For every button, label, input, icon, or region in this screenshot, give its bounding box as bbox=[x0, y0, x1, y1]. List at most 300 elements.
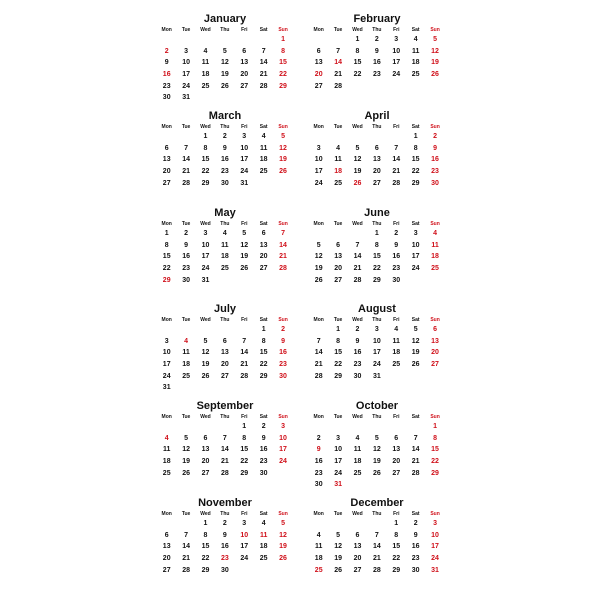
day-cell bbox=[196, 421, 215, 433]
day-cell bbox=[406, 275, 425, 287]
day-cell: 28 bbox=[372, 566, 381, 574]
day-cell: 13 bbox=[240, 59, 249, 67]
weekday-label: Fri bbox=[393, 221, 400, 227]
day-cell bbox=[235, 92, 254, 104]
day-cell: 29 bbox=[372, 276, 381, 284]
day-cell: 9 bbox=[433, 144, 437, 152]
day-cell: 13 bbox=[372, 156, 381, 164]
day-cell: 26 bbox=[353, 179, 362, 187]
day-cell: 8 bbox=[281, 47, 285, 55]
day-cell bbox=[367, 131, 386, 143]
day-cell bbox=[157, 518, 176, 530]
week-row bbox=[157, 421, 293, 433]
week-row bbox=[157, 553, 293, 565]
day-cell: 24 bbox=[182, 82, 190, 90]
day-cell: 10 bbox=[314, 156, 323, 164]
day-cell: 15 bbox=[431, 446, 439, 454]
day-cell bbox=[309, 34, 328, 46]
day-cell: 19 bbox=[431, 59, 439, 67]
week-row bbox=[157, 565, 293, 577]
day-cell: 11 bbox=[431, 241, 439, 249]
day-cell: 18 bbox=[353, 458, 362, 466]
day-cell: 25 bbox=[259, 168, 268, 176]
weekday-label: Wed bbox=[200, 414, 211, 420]
day-cell: 17 bbox=[279, 446, 287, 454]
day-cell bbox=[215, 275, 234, 287]
week-row bbox=[157, 382, 293, 394]
day-cell: 13 bbox=[334, 253, 342, 261]
day-cell: 19 bbox=[279, 543, 287, 551]
weekday-label: Thu bbox=[220, 221, 230, 227]
day-cell: 12 bbox=[201, 349, 210, 357]
week-row bbox=[309, 275, 445, 287]
day-cell: 29 bbox=[411, 179, 420, 187]
day-cell bbox=[348, 131, 367, 143]
day-cell bbox=[196, 382, 215, 394]
day-cell: 15 bbox=[279, 59, 287, 67]
week-row bbox=[309, 81, 445, 93]
day-cell: 18 bbox=[220, 253, 229, 261]
day-cell bbox=[157, 324, 176, 336]
day-cell: 15 bbox=[162, 253, 171, 261]
day-cell bbox=[196, 34, 215, 46]
day-cell: 17 bbox=[314, 168, 323, 176]
week-row bbox=[157, 324, 293, 336]
day-cell bbox=[387, 421, 406, 433]
weekday-label: Thu bbox=[372, 414, 382, 420]
weekday-label: Sun bbox=[278, 511, 288, 517]
day-cell: 24 bbox=[392, 71, 401, 79]
weekday-label: Fri bbox=[393, 27, 400, 33]
day-cell bbox=[425, 371, 444, 383]
day-cell bbox=[348, 479, 367, 491]
day-cell: 3 bbox=[413, 230, 418, 237]
day-cell: 18 bbox=[431, 253, 439, 261]
day-cell: 16 bbox=[411, 543, 420, 551]
weekday-label: Wed bbox=[200, 317, 211, 323]
weekday-label: Sun bbox=[430, 27, 440, 33]
day-cell: 20 bbox=[314, 71, 323, 79]
day-cell: 20 bbox=[162, 168, 171, 176]
weekday-label: Sat bbox=[411, 511, 420, 517]
month-october bbox=[309, 399, 445, 491]
month-title: October bbox=[355, 400, 399, 412]
day-cell bbox=[328, 228, 347, 240]
day-cell: 22 bbox=[201, 555, 210, 563]
day-cell bbox=[387, 81, 406, 93]
day-cell: 13 bbox=[353, 543, 362, 551]
week-row bbox=[309, 336, 445, 348]
day-cell: 6 bbox=[394, 434, 399, 442]
day-cell: 10 bbox=[334, 446, 342, 454]
day-cell: 4 bbox=[394, 326, 399, 333]
weekday-label: Sun bbox=[278, 317, 288, 323]
day-cell: 6 bbox=[316, 47, 321, 55]
week-row bbox=[157, 359, 293, 371]
day-cell: 2 bbox=[222, 133, 227, 140]
day-cell: 1 bbox=[336, 326, 341, 333]
weekday-label: Tue bbox=[181, 511, 191, 517]
weekday-label: Thu bbox=[220, 511, 230, 517]
weekday-label: Tue bbox=[181, 317, 191, 323]
day-cell bbox=[309, 421, 328, 433]
day-cell: 31 bbox=[182, 94, 190, 102]
day-cell: 4 bbox=[355, 434, 360, 442]
day-cell: 13 bbox=[201, 446, 210, 454]
day-cell: 29 bbox=[201, 566, 210, 574]
day-cell: 11 bbox=[162, 446, 171, 454]
day-cell: 6 bbox=[336, 241, 341, 249]
day-cell: 13 bbox=[431, 337, 439, 345]
day-cell bbox=[273, 565, 292, 577]
day-cell: 9 bbox=[316, 446, 321, 454]
week-row bbox=[157, 541, 293, 553]
weekday-header bbox=[157, 317, 293, 324]
day-cell: 16 bbox=[353, 349, 362, 357]
day-cell: 12 bbox=[353, 156, 362, 164]
day-cell: 29 bbox=[240, 469, 249, 477]
week-row bbox=[309, 541, 445, 553]
day-cell: 7 bbox=[374, 531, 379, 539]
day-cell: 31 bbox=[162, 384, 171, 392]
weekday-label: Wed bbox=[352, 511, 363, 517]
day-cell: 25 bbox=[162, 469, 171, 477]
day-cell: 12 bbox=[182, 446, 190, 454]
day-cell: 22 bbox=[353, 71, 362, 79]
day-cell bbox=[348, 81, 367, 93]
day-cell: 27 bbox=[334, 276, 342, 284]
day-cell bbox=[176, 131, 195, 143]
day-cell: 25 bbox=[259, 555, 268, 563]
day-cell: 9 bbox=[394, 241, 399, 249]
week-row bbox=[157, 371, 293, 383]
day-cell: 21 bbox=[353, 265, 362, 273]
day-cell bbox=[215, 421, 234, 433]
month-title: May bbox=[214, 207, 236, 219]
day-cell: 15 bbox=[411, 156, 420, 164]
day-cell: 25 bbox=[220, 265, 229, 273]
week-row bbox=[309, 228, 445, 240]
day-cell: 7 bbox=[336, 47, 341, 55]
weekday-label: Sat bbox=[411, 414, 420, 420]
day-cell: 18 bbox=[314, 555, 323, 563]
day-cell: 27 bbox=[162, 566, 171, 574]
day-cell: 14 bbox=[372, 543, 381, 551]
day-cell: 18 bbox=[259, 543, 268, 551]
day-cell bbox=[425, 81, 444, 93]
day-cell: 12 bbox=[220, 59, 229, 67]
week-row bbox=[157, 166, 293, 178]
day-cell: 18 bbox=[201, 71, 210, 79]
day-cell: 17 bbox=[240, 156, 249, 164]
weekday-label: Wed bbox=[200, 511, 211, 517]
day-cell: 28 bbox=[259, 82, 268, 90]
weekday-label: Sun bbox=[278, 124, 288, 130]
day-cell: 27 bbox=[259, 265, 268, 273]
day-cell: 28 bbox=[353, 276, 362, 284]
day-cell: 23 bbox=[411, 555, 420, 563]
day-cell: 18 bbox=[162, 458, 171, 466]
day-cell: 5 bbox=[222, 47, 227, 55]
day-cell: 13 bbox=[162, 156, 171, 164]
weekday-label: Sun bbox=[278, 27, 288, 33]
day-cell: 9 bbox=[281, 337, 285, 345]
day-cell: 31 bbox=[201, 276, 210, 284]
day-cell bbox=[367, 518, 386, 530]
day-cell: 12 bbox=[431, 47, 439, 55]
day-cell: 4 bbox=[433, 230, 437, 237]
day-cell: 20 bbox=[431, 349, 439, 357]
day-cell: 27 bbox=[372, 179, 381, 187]
day-cell: 19 bbox=[411, 349, 420, 357]
day-cell: 2 bbox=[261, 423, 266, 430]
day-cell: 30 bbox=[411, 566, 420, 574]
day-cell: 23 bbox=[279, 361, 287, 369]
day-cell: 2 bbox=[222, 520, 227, 527]
day-cell: 2 bbox=[281, 326, 285, 333]
day-cell: 9 bbox=[222, 144, 227, 152]
month-july bbox=[157, 302, 293, 394]
day-cell: 11 bbox=[259, 531, 268, 539]
day-cell: 6 bbox=[164, 531, 169, 539]
day-cell: 19 bbox=[372, 458, 381, 466]
weekday-header bbox=[309, 414, 445, 421]
day-cell: 21 bbox=[259, 71, 268, 79]
week-row bbox=[309, 421, 445, 433]
day-cell: 10 bbox=[392, 47, 401, 55]
week-row bbox=[309, 131, 445, 143]
week-row bbox=[157, 251, 293, 263]
day-cell bbox=[254, 34, 273, 46]
day-cell: 18 bbox=[259, 156, 268, 164]
day-cell: 30 bbox=[314, 481, 323, 489]
day-cell: 17 bbox=[182, 71, 190, 79]
month-title: September bbox=[196, 400, 254, 412]
day-cell: 6 bbox=[433, 326, 437, 333]
day-cell: 2 bbox=[164, 47, 169, 55]
day-cell: 30 bbox=[392, 276, 401, 284]
day-cell: 12 bbox=[279, 144, 287, 152]
day-cell: 5 bbox=[281, 520, 285, 527]
day-cell: 22 bbox=[431, 458, 439, 466]
day-cell bbox=[176, 324, 195, 336]
day-cell bbox=[176, 518, 195, 530]
day-cell: 4 bbox=[261, 520, 266, 527]
day-cell: 17 bbox=[201, 253, 210, 261]
day-cell: 10 bbox=[279, 434, 287, 442]
day-cell: 10 bbox=[411, 241, 420, 249]
day-cell: 3 bbox=[433, 520, 437, 527]
day-cell bbox=[235, 382, 254, 394]
day-cell: 24 bbox=[279, 458, 287, 466]
week-row bbox=[309, 456, 445, 468]
weekday-label: Thu bbox=[372, 511, 382, 517]
day-cell: 16 bbox=[279, 349, 287, 357]
day-cell: 13 bbox=[162, 543, 171, 551]
day-cell: 23 bbox=[431, 168, 439, 176]
day-cell: 12 bbox=[411, 337, 420, 345]
day-cell: 3 bbox=[242, 133, 247, 140]
day-cell: 21 bbox=[372, 555, 381, 563]
day-cell: 19 bbox=[182, 458, 190, 466]
weekday-label: Mon bbox=[313, 124, 324, 130]
day-cell: 4 bbox=[413, 36, 418, 43]
weekday-label: Wed bbox=[352, 317, 363, 323]
week-row bbox=[309, 371, 445, 383]
weekday-label: Fri bbox=[241, 317, 248, 323]
day-cell: 7 bbox=[261, 47, 266, 55]
week-row bbox=[157, 240, 293, 252]
day-cell: 22 bbox=[162, 265, 171, 273]
weekday-label: Sun bbox=[430, 221, 440, 227]
day-cell: 15 bbox=[372, 253, 381, 261]
weekday-label: Sat bbox=[259, 511, 268, 517]
day-cell: 1 bbox=[203, 133, 208, 140]
day-cell bbox=[254, 275, 273, 287]
day-cell bbox=[406, 81, 425, 93]
day-cell: 30 bbox=[182, 276, 190, 284]
week-row bbox=[309, 69, 445, 81]
day-cell: 16 bbox=[372, 59, 381, 67]
day-cell: 29 bbox=[201, 179, 210, 187]
day-cell: 5 bbox=[281, 133, 285, 140]
month-april bbox=[309, 109, 445, 189]
week-row bbox=[157, 57, 293, 69]
month-title: January bbox=[203, 13, 247, 25]
week-row bbox=[157, 46, 293, 58]
weekday-label: Mon bbox=[161, 27, 172, 33]
weekday-label: Sun bbox=[430, 317, 440, 323]
day-cell bbox=[425, 275, 444, 287]
day-cell bbox=[196, 324, 215, 336]
weekday-label: Mon bbox=[313, 511, 324, 517]
day-cell: 9 bbox=[261, 434, 266, 442]
month-title: July bbox=[213, 303, 236, 315]
weekday-label: Sat bbox=[259, 414, 268, 420]
day-cell: 6 bbox=[203, 434, 208, 442]
day-cell: 5 bbox=[413, 326, 418, 333]
week-row bbox=[309, 166, 445, 178]
day-cell: 25 bbox=[201, 82, 210, 90]
day-cell: 20 bbox=[372, 168, 381, 176]
day-cell: 3 bbox=[394, 36, 399, 43]
day-cell: 10 bbox=[240, 144, 249, 152]
day-cell: 14 bbox=[240, 349, 249, 357]
month-june bbox=[309, 206, 445, 286]
day-cell: 24 bbox=[240, 555, 249, 563]
weekday-label: Sat bbox=[259, 221, 268, 227]
day-cell: 9 bbox=[164, 59, 169, 67]
weekday-label: Wed bbox=[200, 124, 211, 130]
day-cell: 24 bbox=[411, 265, 420, 273]
weekday-label: Sat bbox=[259, 27, 268, 33]
day-cell: 6 bbox=[374, 144, 379, 152]
weekday-label: Thu bbox=[372, 221, 382, 227]
weekday-label: Mon bbox=[161, 221, 172, 227]
week-row bbox=[309, 324, 445, 336]
day-cell bbox=[425, 479, 444, 491]
weekday-label: Mon bbox=[161, 511, 172, 517]
week-row bbox=[309, 518, 445, 530]
day-cell: 7 bbox=[355, 241, 360, 249]
day-cell: 30 bbox=[353, 372, 362, 380]
day-cell: 3 bbox=[242, 520, 247, 527]
day-cell: 20 bbox=[392, 458, 401, 466]
weekday-header bbox=[309, 124, 445, 131]
day-cell: 24 bbox=[334, 469, 342, 477]
day-cell: 26 bbox=[182, 469, 190, 477]
day-cell: 19 bbox=[334, 555, 342, 563]
weekday-label: Tue bbox=[333, 511, 343, 517]
day-cell: 11 bbox=[259, 144, 268, 152]
day-cell: 24 bbox=[240, 168, 249, 176]
day-cell bbox=[176, 421, 195, 433]
day-cell: 31 bbox=[334, 481, 342, 489]
day-cell bbox=[328, 518, 347, 530]
month-january bbox=[157, 12, 293, 104]
month-title: March bbox=[208, 110, 242, 122]
weekday-label: Fri bbox=[393, 317, 400, 323]
day-cell: 23 bbox=[162, 82, 171, 90]
day-cell: 26 bbox=[314, 276, 323, 284]
day-cell: 20 bbox=[201, 458, 210, 466]
day-cell: 28 bbox=[314, 372, 323, 380]
month-august bbox=[309, 302, 445, 382]
day-cell: 1 bbox=[374, 230, 379, 237]
day-cell: 7 bbox=[394, 144, 399, 152]
weekday-label: Tue bbox=[333, 317, 343, 323]
day-cell: 16 bbox=[431, 156, 439, 164]
day-cell bbox=[235, 275, 254, 287]
day-cell: 19 bbox=[201, 361, 210, 369]
day-cell: 3 bbox=[374, 326, 379, 333]
day-cell: 13 bbox=[220, 349, 229, 357]
day-cell: 5 bbox=[203, 337, 208, 345]
day-cell: 23 bbox=[220, 168, 229, 176]
day-cell: 25 bbox=[411, 71, 420, 79]
day-cell: 5 bbox=[355, 144, 360, 152]
week-row bbox=[157, 530, 293, 542]
month-title: April bbox=[364, 110, 390, 122]
day-cell: 28 bbox=[220, 469, 229, 477]
day-cell bbox=[309, 228, 328, 240]
day-cell bbox=[273, 178, 292, 190]
day-cell bbox=[328, 131, 347, 143]
day-cell: 2 bbox=[316, 434, 321, 442]
week-row bbox=[157, 468, 293, 480]
day-cell: 26 bbox=[431, 71, 439, 79]
day-cell: 21 bbox=[220, 458, 229, 466]
day-cell: 28 bbox=[392, 179, 401, 187]
day-cell bbox=[348, 421, 367, 433]
weekday-label: Thu bbox=[372, 27, 382, 33]
day-cell: 10 bbox=[240, 531, 249, 539]
week-row bbox=[309, 57, 445, 69]
day-cell: 25 bbox=[314, 566, 323, 574]
day-cell: 25 bbox=[182, 372, 190, 380]
day-cell: 3 bbox=[281, 423, 285, 430]
weekday-label: Fri bbox=[241, 27, 248, 33]
week-row bbox=[157, 228, 293, 240]
day-cell bbox=[367, 421, 386, 433]
day-cell: 30 bbox=[259, 469, 268, 477]
day-cell: 13 bbox=[392, 446, 401, 454]
weekday-label: Thu bbox=[220, 124, 230, 130]
day-cell: 29 bbox=[259, 372, 268, 380]
day-cell bbox=[273, 382, 292, 394]
week-row bbox=[309, 359, 445, 371]
day-cell: 24 bbox=[162, 372, 171, 380]
